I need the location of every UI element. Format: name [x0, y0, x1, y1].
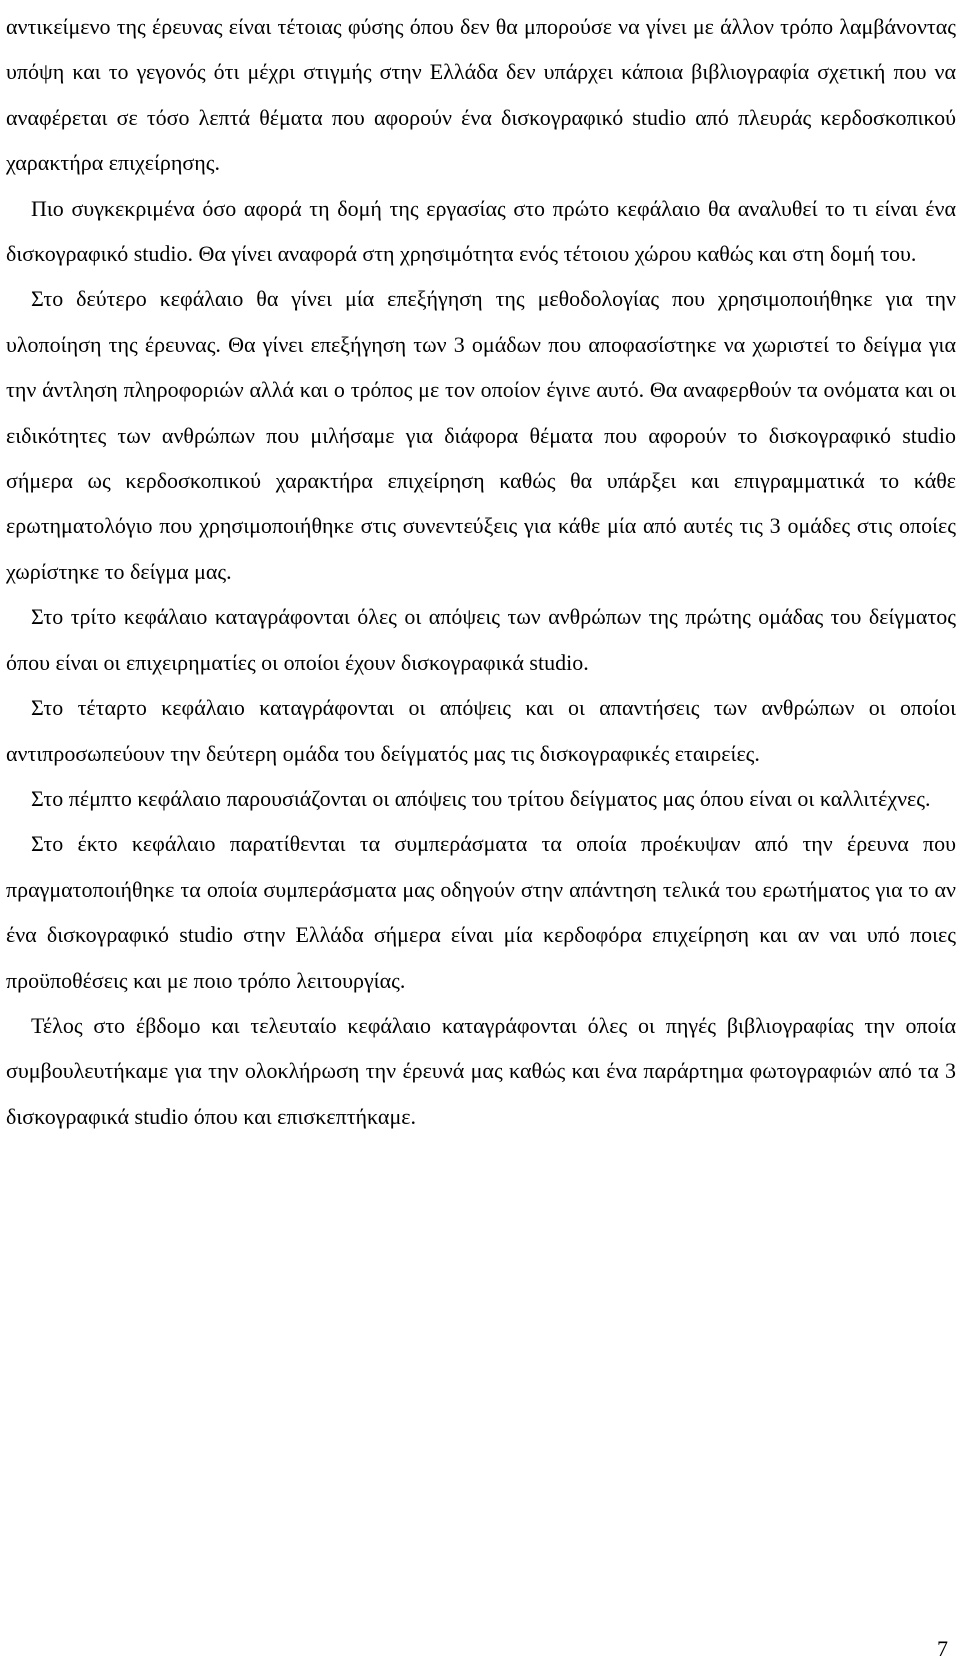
paragraph-research-intro: αντικείμενο της έρευνας είναι τέτοιας φύσης όπου δεν θα μπορούσε να γίνει με άλλον τρόπο λαμβάνοντας υπόψη και το γεγονός ότι μέχρι στιγμής στην Ελλάδα δεν υπάρχει κάποια βιβλιογραφία σχετική που να αναφέρεται σε τόσο λεπτά θέματα που αφορούν ένα δισκογραφικό studio από πλευράς κερδοσκοπικού χαρακτήρα επιχείρησης.	[6, 14, 956, 176]
paragraph-chapter-4: Στο τέταρτο κεφάλαιο καταγράφονται οι απόψεις και οι απαντήσεις των ανθρώπων οι οποίοι αντιπροσωπεύουν την δεύτερη ομάδα του δείγματός μας τις δισκογραφικές εταιρείες.	[6, 695, 956, 766]
paragraph-chapter-5: Στο πέμπτο κεφάλαιο παρουσιάζονται οι απόψεις του τρίτου δείγματος μας όπου είναι οι καλλιτέχνες.	[31, 785, 931, 811]
paragraph-chapter-2: Στο δεύτερο κεφάλαιο θα γίνει μία επεξήγηση της μεθοδολογίας που χρησιμοποιήθηκε για την υλοποίηση της έρευνας. Θα γίνει επεξήγηση των 3 ομάδων που αποφασίστηκε να χωριστεί το δείγμα για την άντληση πληροφοριών αλλά και ο τρόπος με τον οποίον έγινε αυτό. Θα αναφερθούν τα ονόματα και οι ειδικότητες των ανθρώπων που μιλήσαμε για διάφορα θέματα που αφορούν το δισκογραφικό studio σήμερα ως κερδοσκοπικού χαρακτήρα επιχείρηση καθώς θα υπάρξει και επιγραμματικά το κάθε ερωτηματολόγιο που χρησιμοποιήθηκε στις συνεντεύξεις για κάθε μία από αυτές τις 3 ομάδες στις οποίες χωρίστηκε το δείγμα μας.	[6, 286, 956, 584]
page-number: 7	[937, 1636, 948, 1661]
paragraph-chapter-7: Τέλος στο έβδομο και τελευταίο κεφάλαιο καταγράφονται όλες οι πηγές βιβλιογραφίας την οποία συμβουλευτήκαμε για την ολοκλήρωση την έρευνά μας καθώς και ένα παράρτημα φωτογραφιών από τα 3 δισκογραφικά studio όπου και επισκεπτήκαμε.	[6, 1012, 956, 1129]
body-text	[6, 4, 956, 1139]
paragraph-chapter-3: Στο τρίτο κεφάλαιο καταγράφονται όλες οι απόψεις των ανθρώπων της πρώτης ομάδας του δείγματος όπου είναι οι επιχειρηματίες οι οποίοι έχουν δισκογραφικά studio.	[6, 604, 956, 675]
paragraph-chapter-1: Πιο συγκεκριμένα όσο αφορά τη δομή της εργασίας στο πρώτο κεφάλαιο θα αναλυθεί το τι είναι ένα δισκογραφικό studio. Θα γίνει αναφορά στη χρησιμότητα ενός τέτοιου χώρου καθώς και στη δομή του.	[6, 195, 956, 267]
paragraph-chapter-6: Στο έκτο κεφάλαιο παρατίθενται τα συμπεράσματα τα οποία προέκυψαν από την έρευνα που πραγματοποιήθηκε τα οποία συμπεράσματα μας οδηγούν στην απάντηση τελικά του ερωτήματος για το αν ένα δισκογραφικό studio στην Ελλάδα σήμερα είναι μία κερδοφόρα επιχείρηση και αν ναι υπό ποιες προϋποθέσεις και με ποιο τρόπο λειτουργίας.	[6, 831, 956, 993]
